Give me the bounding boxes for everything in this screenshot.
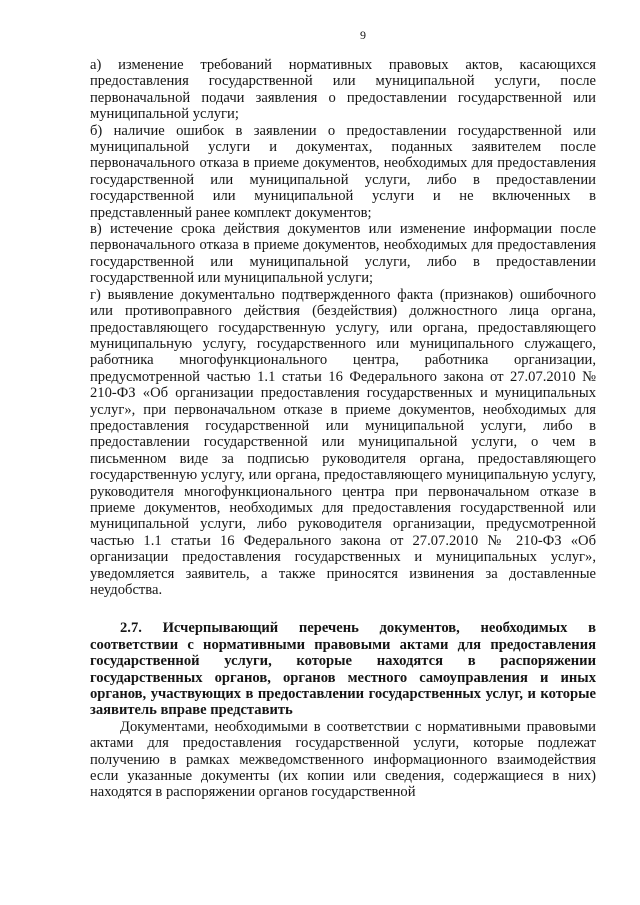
list-item-d: г) выявление документально подтвержденного факта (признаков) ошибочного или противоправного действия (бездействия) должностного лица органа, предоставляющего государственную услугу, или органа, предоставляющего муниципальную услугу, государственного или муниципального служащего, работника многофункционального центра, работника организации, предусмотренной частью 1.1 статьи 16 Федерального закона от 27.07.2010 № 210-ФЗ «Об организации предоставления государственных и муниципальных услуг», при первоначальном отказе в приеме документов, необходимых для предоставления государственной или муниципальной услуги, либо в предоставлении государственной или муниципальной услуги, о чем в письменном виде за подписью руководителя органа, предоставляющего государственную услугу, или органа, предоставляющего муниципальную услугу, руководителя многофункционального центра при первоначальном отказе в приеме документов, необходимых для предоставления государственной или муниципальной услуги, либо руководителя организации, предусмотренной частью 1.1 статьи 16 Федерального закона от 27.07.2010 № 210-ФЗ «Об организации предоставления государственных и муниципальных услуг», уведомляется заявитель, а также приносятся извинения за доставленные неудобства. (90, 286, 596, 598)
page-number: 9 (360, 28, 366, 42)
section-paragraph: Документами, необходимыми в соответствии с нормативными правовыми актами для предоставления государственной услуги, которые подлежат получению в рамках межведомственного информационного взаимодействия если указанные документы (их копии или сведения, содержащиеся в них) находятся в распоряжении органов государственной (90, 718, 596, 801)
list-item-b: б) наличие ошибок в заявлении о предоставлении государственной или муниципальной услуги и документах, поданных заявителем после первоначального отказа в приеме документов, необходимых для предоставления государственной или муниципальной услуги, либо в предоставлении государственной или муниципальной услуги и не включенных в представленный ранее комплект документов; (90, 122, 596, 221)
section-heading: 2.7. Исчерпывающий перечень документов, необходимых в соответствии с нормативными правовыми актами для предоставления государственной услуги, которые находятся в распоряжении государственных органов, органов местного самоуправления и иных органов, участвующих в предоставлении государственных услуг, и которые заявитель вправе представить (90, 620, 596, 719)
list-item-c: в) истечение срока действия документов или изменение информации после первоначального отказа в приеме документов, необходимых для предоставления государственной или муниципальной услуги, либо в предоставлении государственной или муниципальной услуги; (90, 221, 596, 287)
list-item-a: а) изменение требований нормативных правовых актов, касающихся предоставления государственной или муниципальной услуги, после первоначальной подачи заявления о предоставлении государственной или муниципальной услуги; (90, 57, 596, 123)
